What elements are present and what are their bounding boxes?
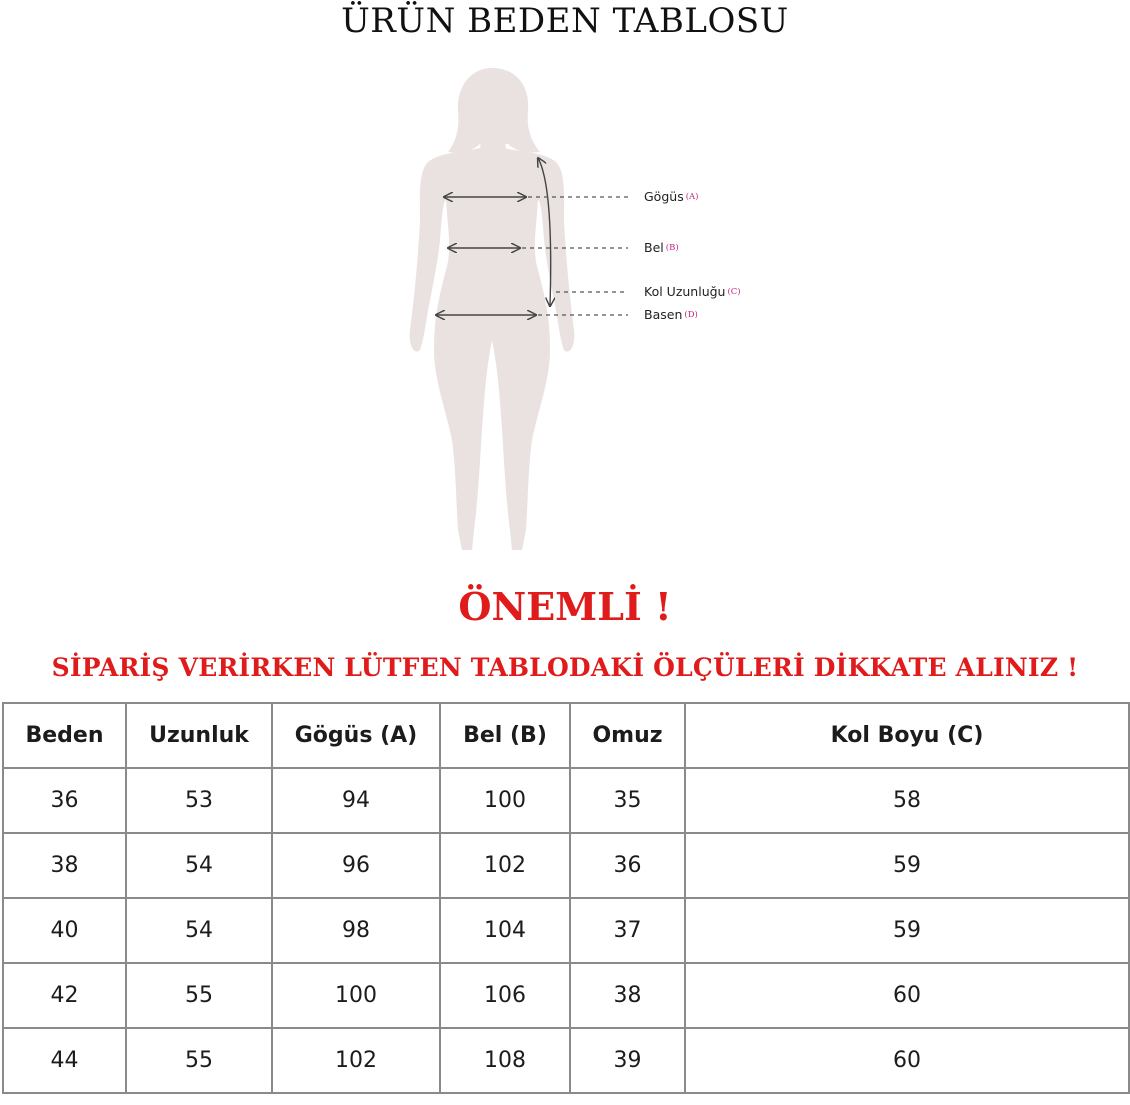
table-cell: 106: [440, 963, 570, 1028]
column-header: Gögüs (A): [272, 703, 440, 768]
table-cell: 42: [3, 963, 126, 1028]
table-cell: 55: [126, 963, 272, 1028]
table-cell: 36: [570, 833, 685, 898]
column-header: Omuz: [570, 703, 685, 768]
table-cell: 35: [570, 768, 685, 833]
table-cell: 60: [685, 1028, 1129, 1093]
table-cell: 54: [126, 898, 272, 963]
table-cell: 104: [440, 898, 570, 963]
table-cell: 102: [440, 833, 570, 898]
table-cell: 100: [440, 768, 570, 833]
table-cell: 60: [685, 963, 1129, 1028]
label-hip: Basen (D): [644, 307, 698, 322]
label-sleeve-length: Kol Uzunluğu (C): [644, 284, 741, 299]
body-measurement-figure: [400, 60, 780, 560]
table-cell: 38: [570, 963, 685, 1028]
label-chest: Gögüs (A): [644, 189, 699, 204]
table-cell: 59: [685, 898, 1129, 963]
table-cell: 37: [570, 898, 685, 963]
woman-silhouette-icon: [400, 60, 780, 560]
column-header: Beden: [3, 703, 126, 768]
table-cell: 58: [685, 768, 1129, 833]
table-cell: 94: [272, 768, 440, 833]
table-cell: 36: [3, 768, 126, 833]
notice-title: ÖNEMLİ !: [458, 584, 672, 629]
table-row: [3, 768, 1129, 833]
table-cell: 98: [272, 898, 440, 963]
table-row: [3, 898, 1129, 963]
table-row: [3, 963, 1129, 1028]
table-row: [3, 833, 1129, 898]
column-header: Uzunluk: [126, 703, 272, 768]
table-row: [3, 1028, 1129, 1093]
table-cell: 39: [570, 1028, 685, 1093]
table-cell: 38: [3, 833, 126, 898]
table-cell: 53: [126, 768, 272, 833]
table-header-row: [3, 703, 1129, 768]
column-header: Kol Boyu (C): [685, 703, 1129, 768]
table-cell: 55: [126, 1028, 272, 1093]
column-header: Bel (B): [440, 703, 570, 768]
page-title: ÜRÜN BEDEN TABLOSU: [341, 1, 789, 41]
table-cell: 54: [126, 833, 272, 898]
table-cell: 102: [272, 1028, 440, 1093]
size-table: [2, 702, 1130, 1094]
table-cell: 59: [685, 833, 1129, 898]
table-cell: 108: [440, 1028, 570, 1093]
table-cell: 44: [3, 1028, 126, 1093]
notice-text: SİPARİŞ VERİRKEN LÜTFEN TABLODAKİ ÖLÇÜLERİ DİKKATE ALINIZ !: [51, 653, 1079, 682]
label-waist: Bel (B): [644, 240, 679, 255]
table-cell: 96: [272, 833, 440, 898]
table-cell: 100: [272, 963, 440, 1028]
table-cell: 40: [3, 898, 126, 963]
